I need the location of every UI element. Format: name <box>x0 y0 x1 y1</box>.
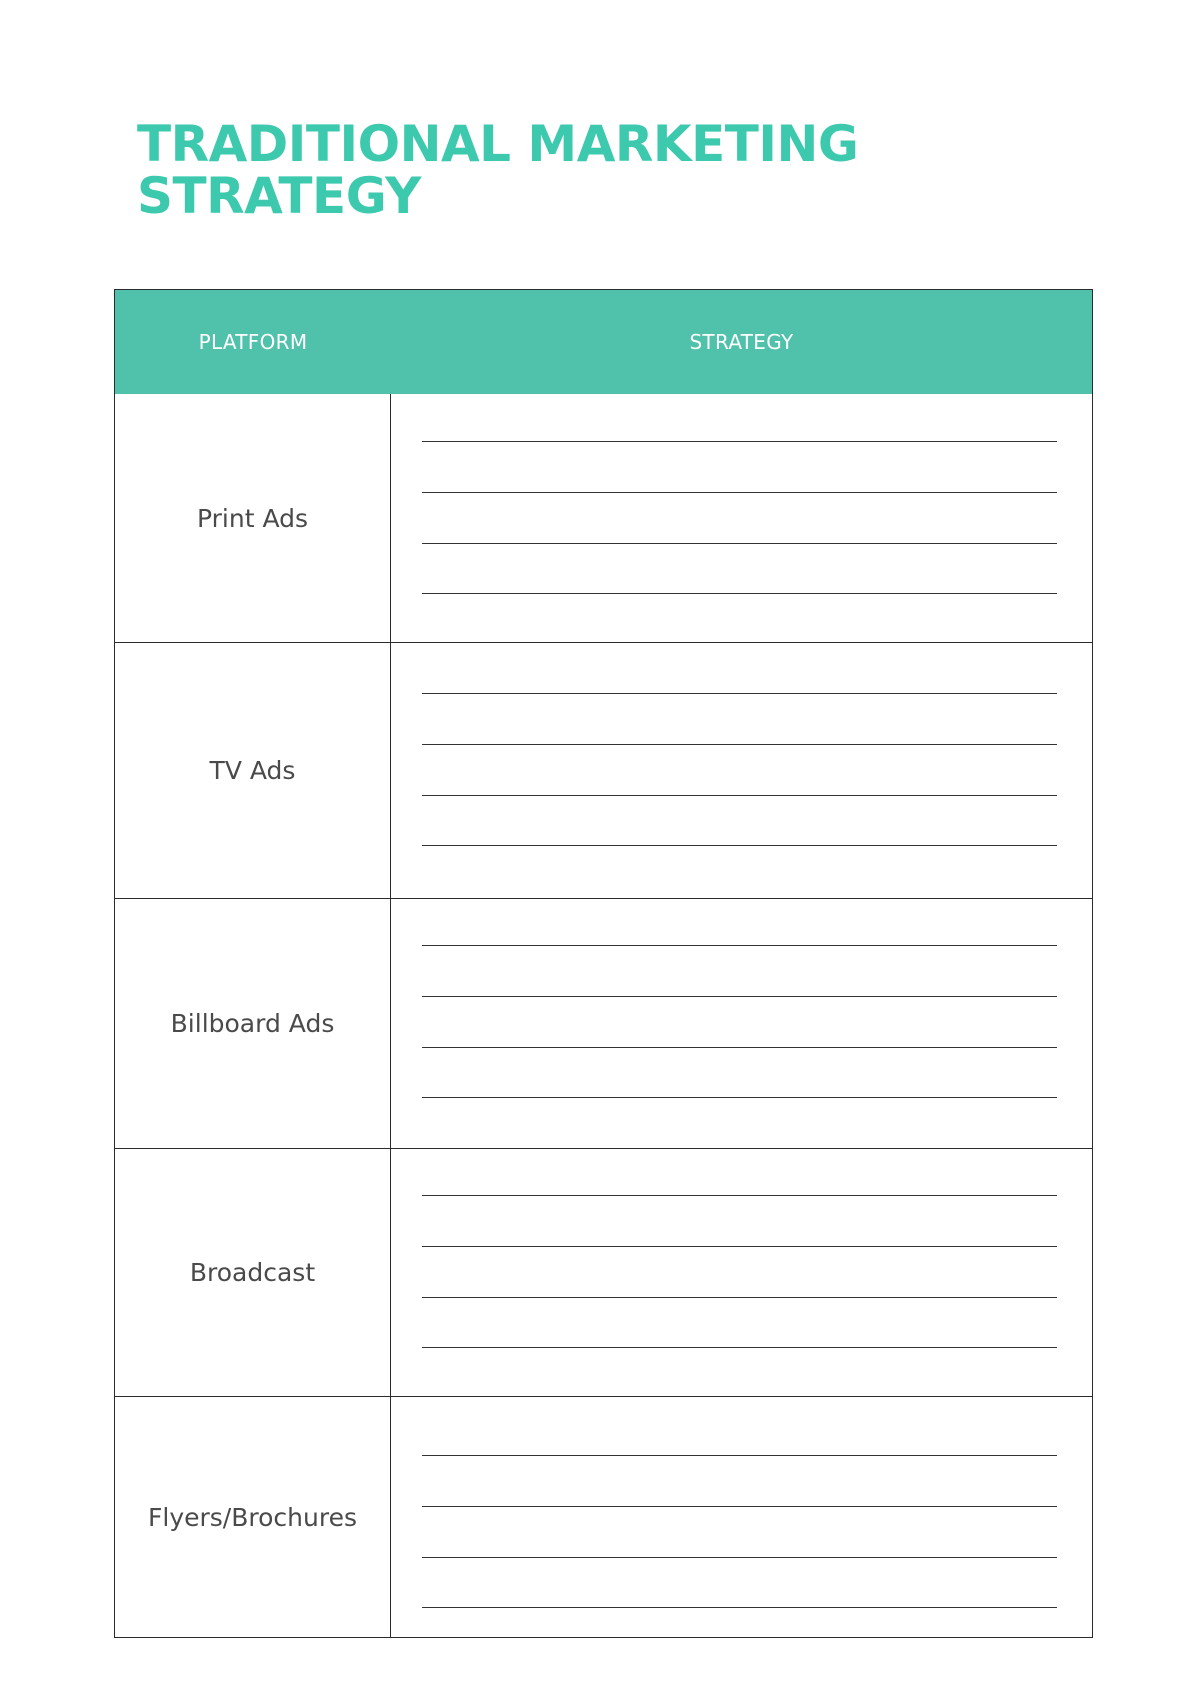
write-line[interactable] <box>422 1455 1057 1456</box>
platform-cell: Billboard Ads <box>115 899 391 1148</box>
platform-cell: Broadcast <box>115 1149 391 1396</box>
strategy-cell[interactable] <box>391 1397 1092 1637</box>
write-line[interactable] <box>422 744 1057 745</box>
write-line[interactable] <box>422 1557 1057 1558</box>
write-line[interactable] <box>422 996 1057 997</box>
write-line[interactable] <box>422 441 1057 442</box>
title-line-1: TRADITIONAL MARKETING <box>137 115 859 173</box>
write-line[interactable] <box>422 1506 1057 1507</box>
table-row <box>115 1396 1092 1637</box>
write-line[interactable] <box>422 693 1057 694</box>
write-line[interactable] <box>422 1607 1057 1608</box>
platform-cell: TV Ads <box>115 643 391 898</box>
table-row <box>115 394 1092 642</box>
write-line[interactable] <box>422 1047 1057 1048</box>
strategy-cell[interactable] <box>391 643 1092 898</box>
strategy-cell[interactable] <box>391 1149 1092 1396</box>
write-line[interactable] <box>422 1347 1057 1348</box>
page-title <box>137 115 859 225</box>
header-platform: PLATFORM <box>198 330 308 354</box>
write-line[interactable] <box>422 1246 1057 1247</box>
write-line[interactable] <box>422 1297 1057 1298</box>
strategy-table <box>114 289 1093 1638</box>
write-line[interactable] <box>422 1195 1057 1196</box>
write-line[interactable] <box>422 543 1057 544</box>
write-line[interactable] <box>422 795 1057 796</box>
table-row <box>115 1148 1092 1396</box>
table-row <box>115 642 1092 898</box>
write-line[interactable] <box>422 593 1057 594</box>
platform-cell: Flyers/Brochures <box>115 1397 391 1637</box>
write-line[interactable] <box>422 492 1057 493</box>
title-line-2: STRATEGY <box>137 167 421 225</box>
write-line[interactable] <box>422 1097 1057 1098</box>
header-strategy: STRATEGY <box>689 330 794 354</box>
platform-cell: Print Ads <box>115 394 391 642</box>
write-line[interactable] <box>422 845 1057 846</box>
table-row <box>115 898 1092 1148</box>
write-line[interactable] <box>422 945 1057 946</box>
strategy-cell[interactable] <box>391 899 1092 1148</box>
strategy-cell[interactable] <box>391 394 1092 642</box>
table-header <box>115 290 1092 394</box>
